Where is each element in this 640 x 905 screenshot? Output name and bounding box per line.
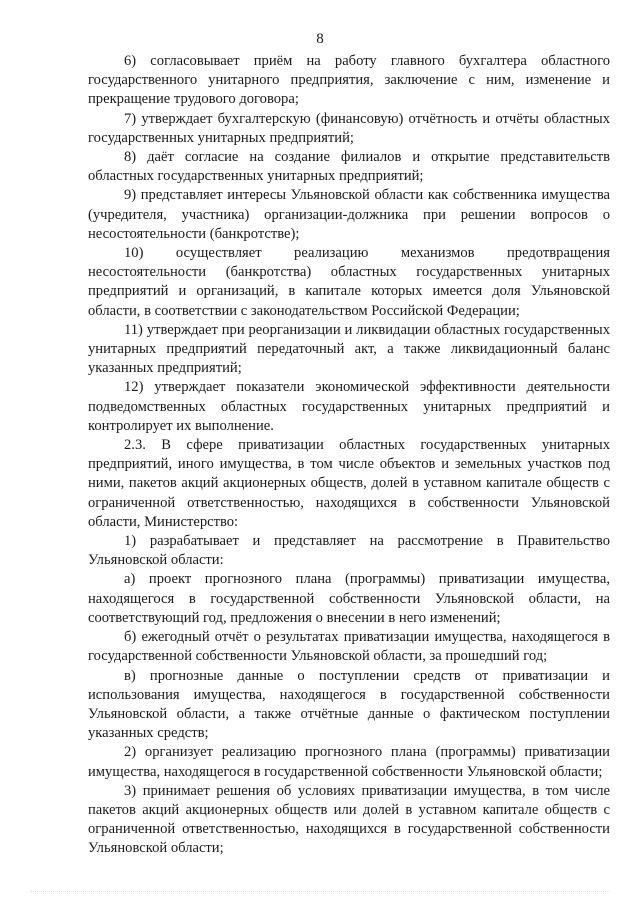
subitem-3: 3) принимает решения об условиях приватизации имущества, в том числе пакетов акций акционерных обществ или долей в уставном капитале обществ с ограниченной ответственностью, находящихся в государственной собственности Ульяновской области; [88, 782, 610, 857]
scan-bottom-edge [30, 891, 610, 895]
document-body [88, 52, 610, 859]
subitem-1-b: б) ежегодный отчёт о результатах приватизации имущества, находящегося в государственной собственности Ульяновской области, за прошедший год; [88, 629, 610, 665]
paragraph-item-11: 11) утверждает при реорганизации и ликвидации областных государственных унитарных предприятий передаточный акт, а также ликвидационный баланс указанных предприятий; [88, 321, 610, 377]
paragraph-item-12: 12) утверждает показатели экономической эффективности деятельности подведомственных областных государственных унитарных предприятий и контролирует их выполнение. [88, 379, 610, 434]
subitem-1-v: в) прогнозные данные о поступлении средств от приватизации и использования имущества, находящегося в государственной собственности Ульяновской области, а также отчётные данные о фактическом поступлении указанных средств; [88, 667, 610, 742]
subitem-1: 1) разрабатывает и представляет на рассмотрение в Правительство Ульяновской области: [88, 533, 610, 569]
paragraph-item-9: 9) представляет интересы Ульяновской области как собственника имущества (учредителя, участника) организации-должника при решении вопросов о несостоятельности (банкротстве); [88, 187, 610, 242]
paragraph-item-10: 10) осуществляет реализацию механизмов предотвращения несостоятельности (банкротства) областных государственных унитарных предприятий и организаций, в капитале которых имеется доля Ульяновской области, в соответствии с законодательством Российской Федерации; [88, 245, 610, 319]
paragraph-item-6: 6) согласовывает приём на работу главного бухгалтера областного государственного унитарного предприятия, заключение с ним, изменение и прекращение трудового договора; [88, 53, 610, 108]
subitem-1-a: а) проект прогнозного плана (программы) приватизации имущества, находящегося в государственной собственности Ульяновской области, на соответствующий год, предложения о внесении в него изменений; [88, 571, 610, 626]
section-2-3-heading: 2.3. В сфере приватизации областных государственных унитарных предприятий, иного имущества, в том числе объектов и земельных участков под ними, пакетов акций акционерных обществ, долей в уставном капитале обществ с ограниченной ответственностью, находящихся в собственности Ульяновской области, Министерство: [88, 437, 610, 530]
paragraph-item-7: 7) утверждает бухгалтерскую (финансовую) отчётность и отчёты областных государственных унитарных предприятий; [88, 110, 610, 146]
subitem-2: 2) организует реализацию прогнозного плана (программы) приватизации имущества, находящегося в государственной собственности Ульяновской области; [88, 744, 610, 780]
page-number: 8 [316, 31, 324, 47]
paragraph-item-8: 8) даёт согласие на создание филиалов и открытие представительств областных государственных унитарных предприятий; [88, 149, 610, 185]
